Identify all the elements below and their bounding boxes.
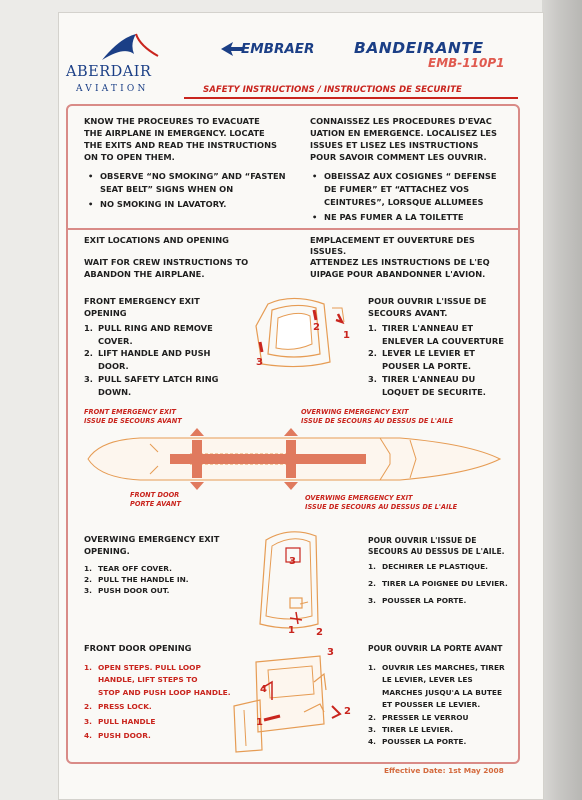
overwing-en-title-2: OPENING. xyxy=(84,546,130,556)
step-item: TIRER L'ANNEAU ET ENLEVER LA COUVERTURE xyxy=(382,323,504,346)
front-exit-step-number: 3 xyxy=(256,357,263,368)
step-item: PULL RING AND REMOVE COVER. xyxy=(98,323,213,346)
front-exit-fr-title-1: POUR OUVRIR L'ISSUE DE xyxy=(368,296,487,306)
intro-fr-line-2: UATION EN EMERGENCE. LOCALISEZ LES xyxy=(310,128,497,138)
exits-en-title: EXIT LOCATIONS AND OPENING xyxy=(84,235,229,245)
plan-front-door-label-fr: PORTE AVANT xyxy=(130,500,181,508)
step-item: OUVRIR LES MARCHES, TIRER LE LEVIER, LEVER LES MARCHES JUSQU'A LA BUTEE ET POUSSER LE LEVIER. xyxy=(382,663,505,710)
overwing-fr-title-2: SECOURS AU DESSUS DE L'AILE. xyxy=(368,547,505,556)
plan-overwing-bottom-label-en: OVERWING EMERGENCY EXIT xyxy=(305,494,413,502)
overwing-en-steps xyxy=(84,563,189,597)
bullet-item: • NE PAS FUMER A LA TOILETTE xyxy=(310,211,497,224)
step-item: POUSSER LA PORTE. xyxy=(382,737,467,747)
overwing-step-number: 2 xyxy=(316,627,323,638)
plan-overwing-top-label-en: OVERWING EMERGENCY EXIT xyxy=(301,408,409,416)
step-item: OPEN STEPS. PULL LOOP HANDLE, LIFT STEPS TO STOP AND PUSH LOOP HANDLE. xyxy=(98,663,231,697)
front-exit-en-title-1: FRONT EMERGENCY EXIT xyxy=(84,296,200,306)
overwing-en-title-1: OVERWING EMERGENCY EXIT xyxy=(84,534,220,544)
front-door-step-number: 4 xyxy=(260,684,267,695)
scan-edge xyxy=(542,0,582,800)
section-divider xyxy=(66,228,520,230)
page-title: SAFETY INSTRUCTIONS / INSTRUCTIONS DE SECURITE xyxy=(203,85,462,95)
intro-en-line-2: THE AIRPLANE IN EMERGENCY. LOCATE xyxy=(84,128,265,138)
front-door-fr-steps xyxy=(368,662,505,749)
front-exit-step-number: 2 xyxy=(313,322,320,333)
front-door-en-title: FRONT DOOR OPENING xyxy=(84,643,192,653)
embraer-wordmark: EMBRAER xyxy=(241,41,315,57)
front-exit-fr-steps xyxy=(368,322,504,398)
step-item: PULL HANDLE xyxy=(98,716,156,726)
overwing-fr-steps xyxy=(368,558,508,609)
overwing-exit-illustration xyxy=(246,528,336,638)
step-item: LEVER LE LEVIER ET POUSER LA PORTE. xyxy=(382,348,475,372)
front-exit-en-steps xyxy=(84,322,218,398)
airplane-plan-view xyxy=(80,426,504,492)
intro-en-line-3: THE EXITS AND READ THE INSTRUCTIONS xyxy=(84,140,277,150)
overwing-step-number: 1 xyxy=(288,625,295,636)
step-item: PULL THE HANDLE IN. xyxy=(98,575,189,585)
step-item: TIRER LE LEVIER. xyxy=(382,725,454,735)
aberdair-logo-mark xyxy=(100,32,160,62)
step-item: TIRER LA POIGNEE DU LEVIER. xyxy=(382,579,508,588)
intro-en-line-4: ON TO OPEN THEM. xyxy=(84,152,175,162)
embraer-logo-icon xyxy=(221,42,243,56)
step-item: DECHIRER LE PLASTIQUE. xyxy=(382,562,488,571)
bullet-item: • NO SMOKING IN LAVATORY. xyxy=(86,198,286,211)
intro-en-bullets xyxy=(86,170,286,211)
step-item: TEAR OFF COVER. xyxy=(98,564,172,573)
front-door-step-number: 2 xyxy=(344,706,351,717)
exits-en-text-1: WAIT FOR CREW INSTRUCTIONS TO xyxy=(84,257,249,267)
step-item: TIRER L'ANNEAU DU LOQUET DE SECURITE. xyxy=(382,373,486,397)
front-exit-step-number: 1 xyxy=(343,330,350,341)
title-underline xyxy=(184,97,518,99)
model-code-badge: EMB-110P1 xyxy=(428,56,505,70)
bullet-item: • OBSERVE “NO SMOKING” AND “FASTEN SEAT BELT” SIGNS WHEN ON xyxy=(86,170,286,196)
front-door-illustration xyxy=(228,646,358,756)
exits-fr-text-1: ATTENDEZ LES INSTRUCTIONS DE L'EQ xyxy=(310,257,490,267)
exits-fr-title-1: EMPLACEMENT ET OUVERTURE DES xyxy=(310,235,475,245)
front-exit-fr-title-2: SECOURS AVANT. xyxy=(368,308,448,318)
exits-fr-title-2: ISSUES. xyxy=(310,246,347,256)
aberdair-logo-line1: ABERDAIR xyxy=(66,64,152,80)
intro-fr-line-3: ISSUES ET LISEZ LES INSTRUCTIONS xyxy=(310,140,479,150)
step-item: POUSSER LA PORTE. xyxy=(382,596,467,605)
exits-en-text-2: ABANDON THE AIRPLANE. xyxy=(84,269,205,279)
overwing-step-number: 3 xyxy=(289,556,296,567)
plan-front-door-label-en: FRONT DOOR xyxy=(130,491,180,499)
front-door-step-number: 3 xyxy=(327,647,334,658)
front-door-step-number: 1 xyxy=(256,717,263,728)
intro-en-line-1: KNOW THE PROCEURES TO EVACUATE xyxy=(84,116,260,126)
plan-overwing-top-label-fr: ISSUE DE SECOURS AU DESSUS DE L'AILE xyxy=(301,417,454,425)
step-item: LIFT HANDLE AND PUSH DOOR. xyxy=(98,348,211,372)
intro-fr-line-4: POUR SAVOIR COMMENT LES OUVRIR. xyxy=(310,152,487,162)
front-exit-en-title-2: OPENING xyxy=(84,308,127,318)
intro-fr-bullets xyxy=(310,170,497,224)
exits-fr-text-2: UIPAGE POUR ABANDONNER L'AVION. xyxy=(310,269,486,279)
plan-front-exit-label-fr: ISSUE DE SECOURS AVANT xyxy=(84,417,182,425)
overwing-fr-title-1: POUR OUVRIR L'ISSUE DE xyxy=(368,536,477,545)
step-item: PRESS LOCK. xyxy=(98,702,152,712)
front-door-en-steps xyxy=(84,662,231,742)
intro-fr-line-1: CONNAISSEZ LES PROCEDURES D'EVAC xyxy=(310,116,492,126)
step-item: PRESSER LE VERROU xyxy=(382,712,469,722)
step-item: PUSH DOOR OUT. xyxy=(98,586,170,596)
bandeirante-wordmark: BANDEIRANTE xyxy=(354,39,484,57)
effective-date: Effective Date: 1st May 2008 xyxy=(384,766,504,775)
front-door-fr-title: POUR OUVRIR LA PORTE AVANT xyxy=(368,644,503,653)
aberdair-logo-line2: AVIATION xyxy=(76,84,149,94)
step-item: PULL SAFETY LATCH RING DOWN. xyxy=(98,373,219,397)
plan-overwing-bottom-label-fr: ISSUE DE SECOURS AU DESSUS DE L'AILE xyxy=(305,503,458,511)
step-item: PUSH DOOR. xyxy=(98,731,151,741)
plan-front-exit-label-en: FRONT EMERGENCY EXIT xyxy=(84,408,177,416)
bullet-item: • OBEISSAZ AUX COSIGNES “ DEFENSE DE FUMER” ET “ATTACHEZ VOS CEINTURES”, LORSQUE ALLUMEES xyxy=(310,170,497,209)
